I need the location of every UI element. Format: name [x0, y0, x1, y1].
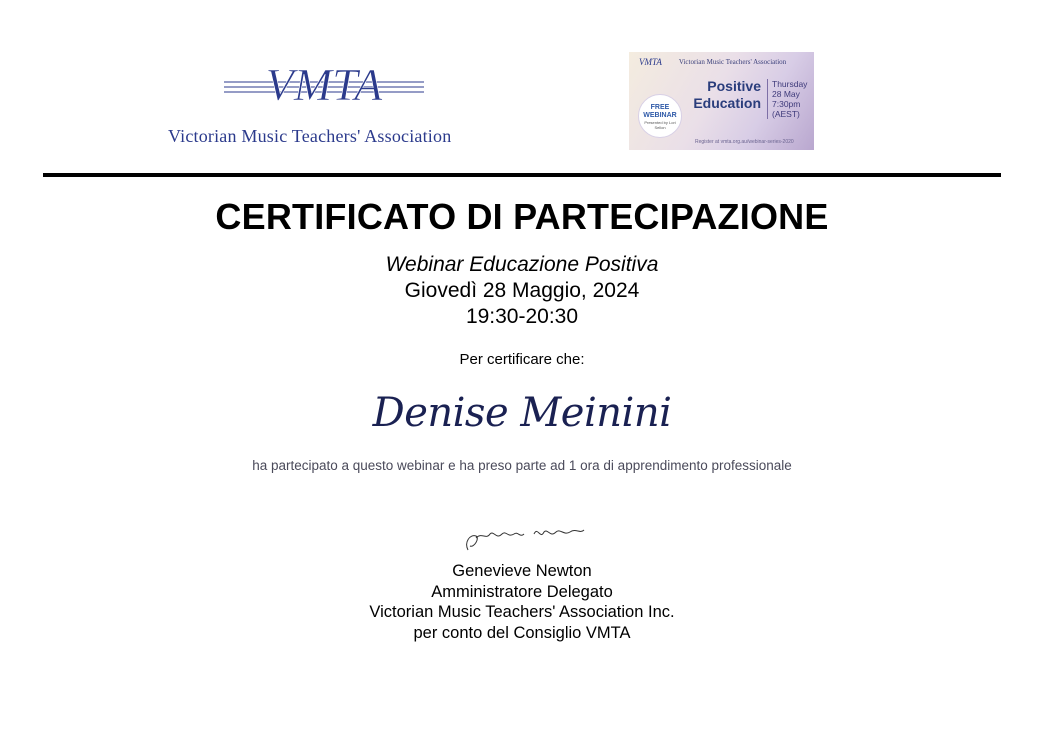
header-rule — [43, 173, 1001, 177]
banner-title — [685, 78, 761, 112]
vmta-monogram-icon — [224, 52, 424, 112]
banner-zone: (AEST) — [772, 109, 800, 119]
signer-organization: Victorian Music Teachers' Association Inc. — [369, 603, 675, 621]
signer-name: Genevieve Newton — [452, 562, 592, 580]
free-webinar-badge — [638, 94, 682, 138]
webinar-name: Webinar Educazione Positiva — [385, 253, 659, 276]
badge-sub: Presented by Lori Sellon — [644, 120, 676, 130]
signer-on-behalf: per conto del Consiglio VMTA — [413, 623, 631, 642]
banner-date: 28 May — [772, 89, 800, 99]
badge-line2: WEBINAR — [643, 112, 677, 119]
vmta-logo — [168, 52, 478, 150]
webinar-time: 19:30-20:30 — [465, 305, 579, 328]
signer-role: Amministratore Delegato — [431, 582, 613, 601]
signer-block — [0, 561, 1044, 643]
banner-when — [767, 79, 807, 119]
banner-day: Thursday — [772, 79, 808, 89]
certify-label: Per certificare che: — [459, 351, 585, 368]
banner-time: 7:30pm — [772, 99, 801, 109]
logo-org-name: Victorian Music Teachers' Association — [168, 126, 452, 146]
banner-org: Victorian Music Teachers' Association — [678, 58, 787, 66]
signature — [460, 520, 590, 561]
signature-icon — [460, 520, 590, 556]
webinar-date: Giovedì 28 Maggio, 2024 — [404, 279, 640, 302]
webinar-banner — [629, 52, 814, 150]
banner-monogram: VMTA — [639, 57, 662, 67]
participation-statement: ha partecipato a questo webinar e ha preso parte ad 1 ora di apprendimento professionale — [252, 458, 792, 473]
banner-title-line1: Positive — [707, 78, 761, 94]
banner-title-line2: Education — [693, 95, 761, 111]
banner-register: Register at vmta.org.au/webinar-series-2020 — [695, 139, 794, 145]
badge-line1: FREE — [650, 104, 670, 111]
certificate-title: CERTIFICATO DI PARTECIPAZIONE — [215, 196, 829, 237]
logo-monogram: VMTA — [265, 59, 383, 110]
recipient-name: Denise Meinini — [372, 390, 672, 436]
